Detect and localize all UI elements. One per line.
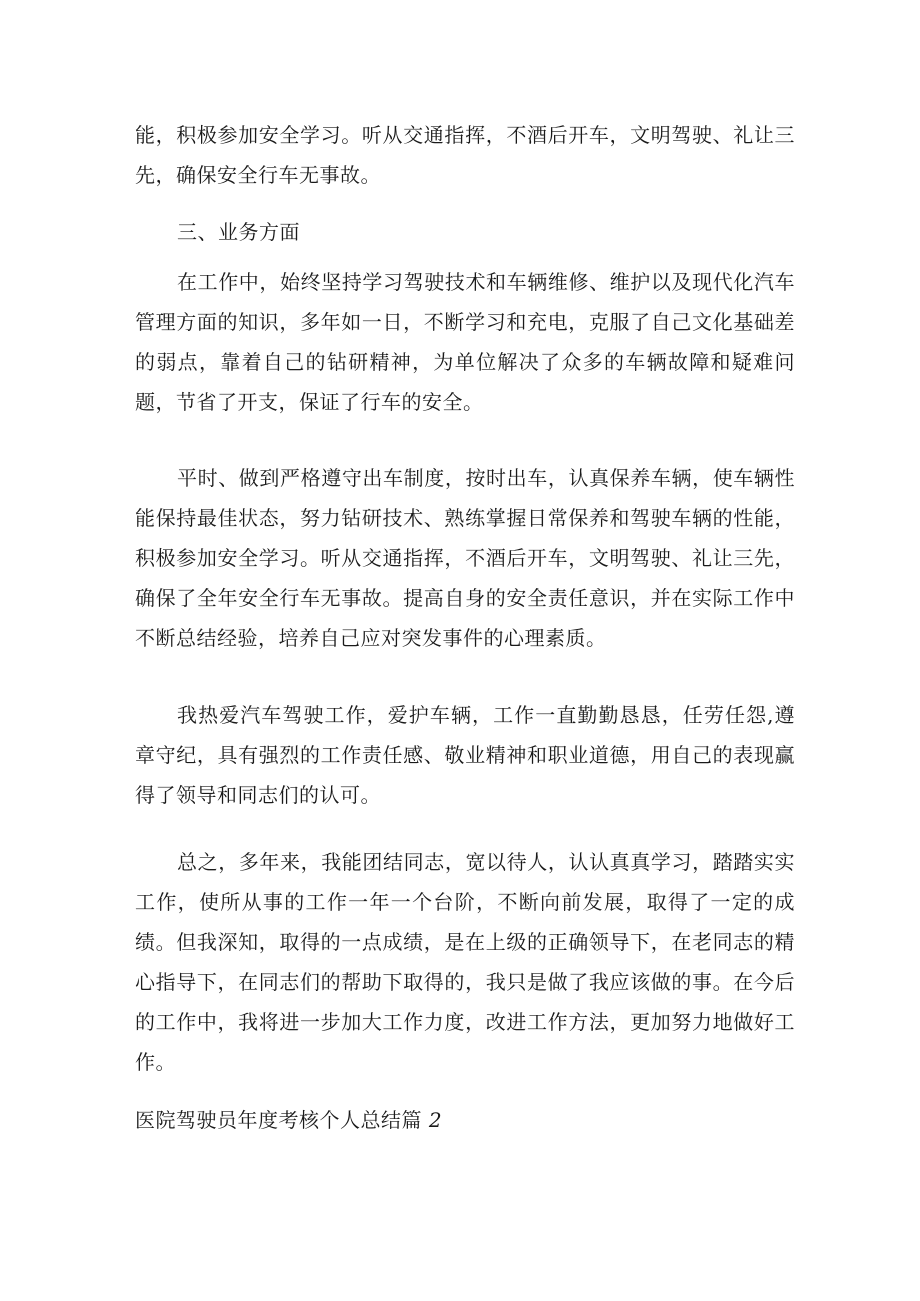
paragraph-conclusion: 总之，多年来，我能团结同志，宽以待人，认认真真学习，踏踏实实工作，使所从事的工作一年一个台阶，不断向前发展，取得了一定的成绩。但我深知，取得的一点成绩，是在上级的正确领导下，在老同志的精心指导下，在同志们的帮助下取得的，我只是做了我应该做的事。在今后的工作中，我将进一步加大工作力度，改进工作方法，更加努力地做好工作。: [135, 850, 795, 1074]
next-article-title-number: 2: [428, 1108, 443, 1132]
paragraph-love-of-work: 我热爱汽车驾驶工作，爱护车辆，工作一直勤勤恳恳，任劳任怨,遵章守纪，具有强烈的工作责任感、敬业精神和职业道德，用自己的表现赢得了领导和同志们的认可。: [135, 703, 795, 807]
paragraph-business-learning: 在工作中，始终坚持学习驾驶技术和车辆维修、维护以及现代化汽车管理方面的知识，多年如一日，不断学习和充电，克服了自己文化基础差的弱点，靠着自己的钻研精神，为单位解决了众多的车辆故障和疑难问题，节省了开支，保证了行车的安全。: [135, 270, 795, 414]
next-article-title: [135, 1102, 442, 1138]
section-heading-business: 三、业务方面: [177, 220, 300, 244]
paragraph-safety-continuation: 能，积极参加安全学习。听从交通指挥，不酒后开车，文明驾驶、礼让三先，确保安全行车无事故。: [135, 123, 795, 187]
next-article-title-text: 医院驾驶员年度考核个人总结篇: [135, 1108, 422, 1132]
paragraph-daily-practice: 平时、做到严格遵守出车制度，按时出车，认真保养车辆，使车辆性能保持最佳状态，努力钻研技术、熟练掌握日常保养和驾驶车辆的性能，积极参加安全学习。听从交通指挥，不酒后开车，文明驾驶、礼让三先，确保了全年安全行车无事故。提高自身的安全责任意识，并在实际工作中不断总结经验，培养自己应对突发事件的心理素质。: [135, 466, 795, 650]
